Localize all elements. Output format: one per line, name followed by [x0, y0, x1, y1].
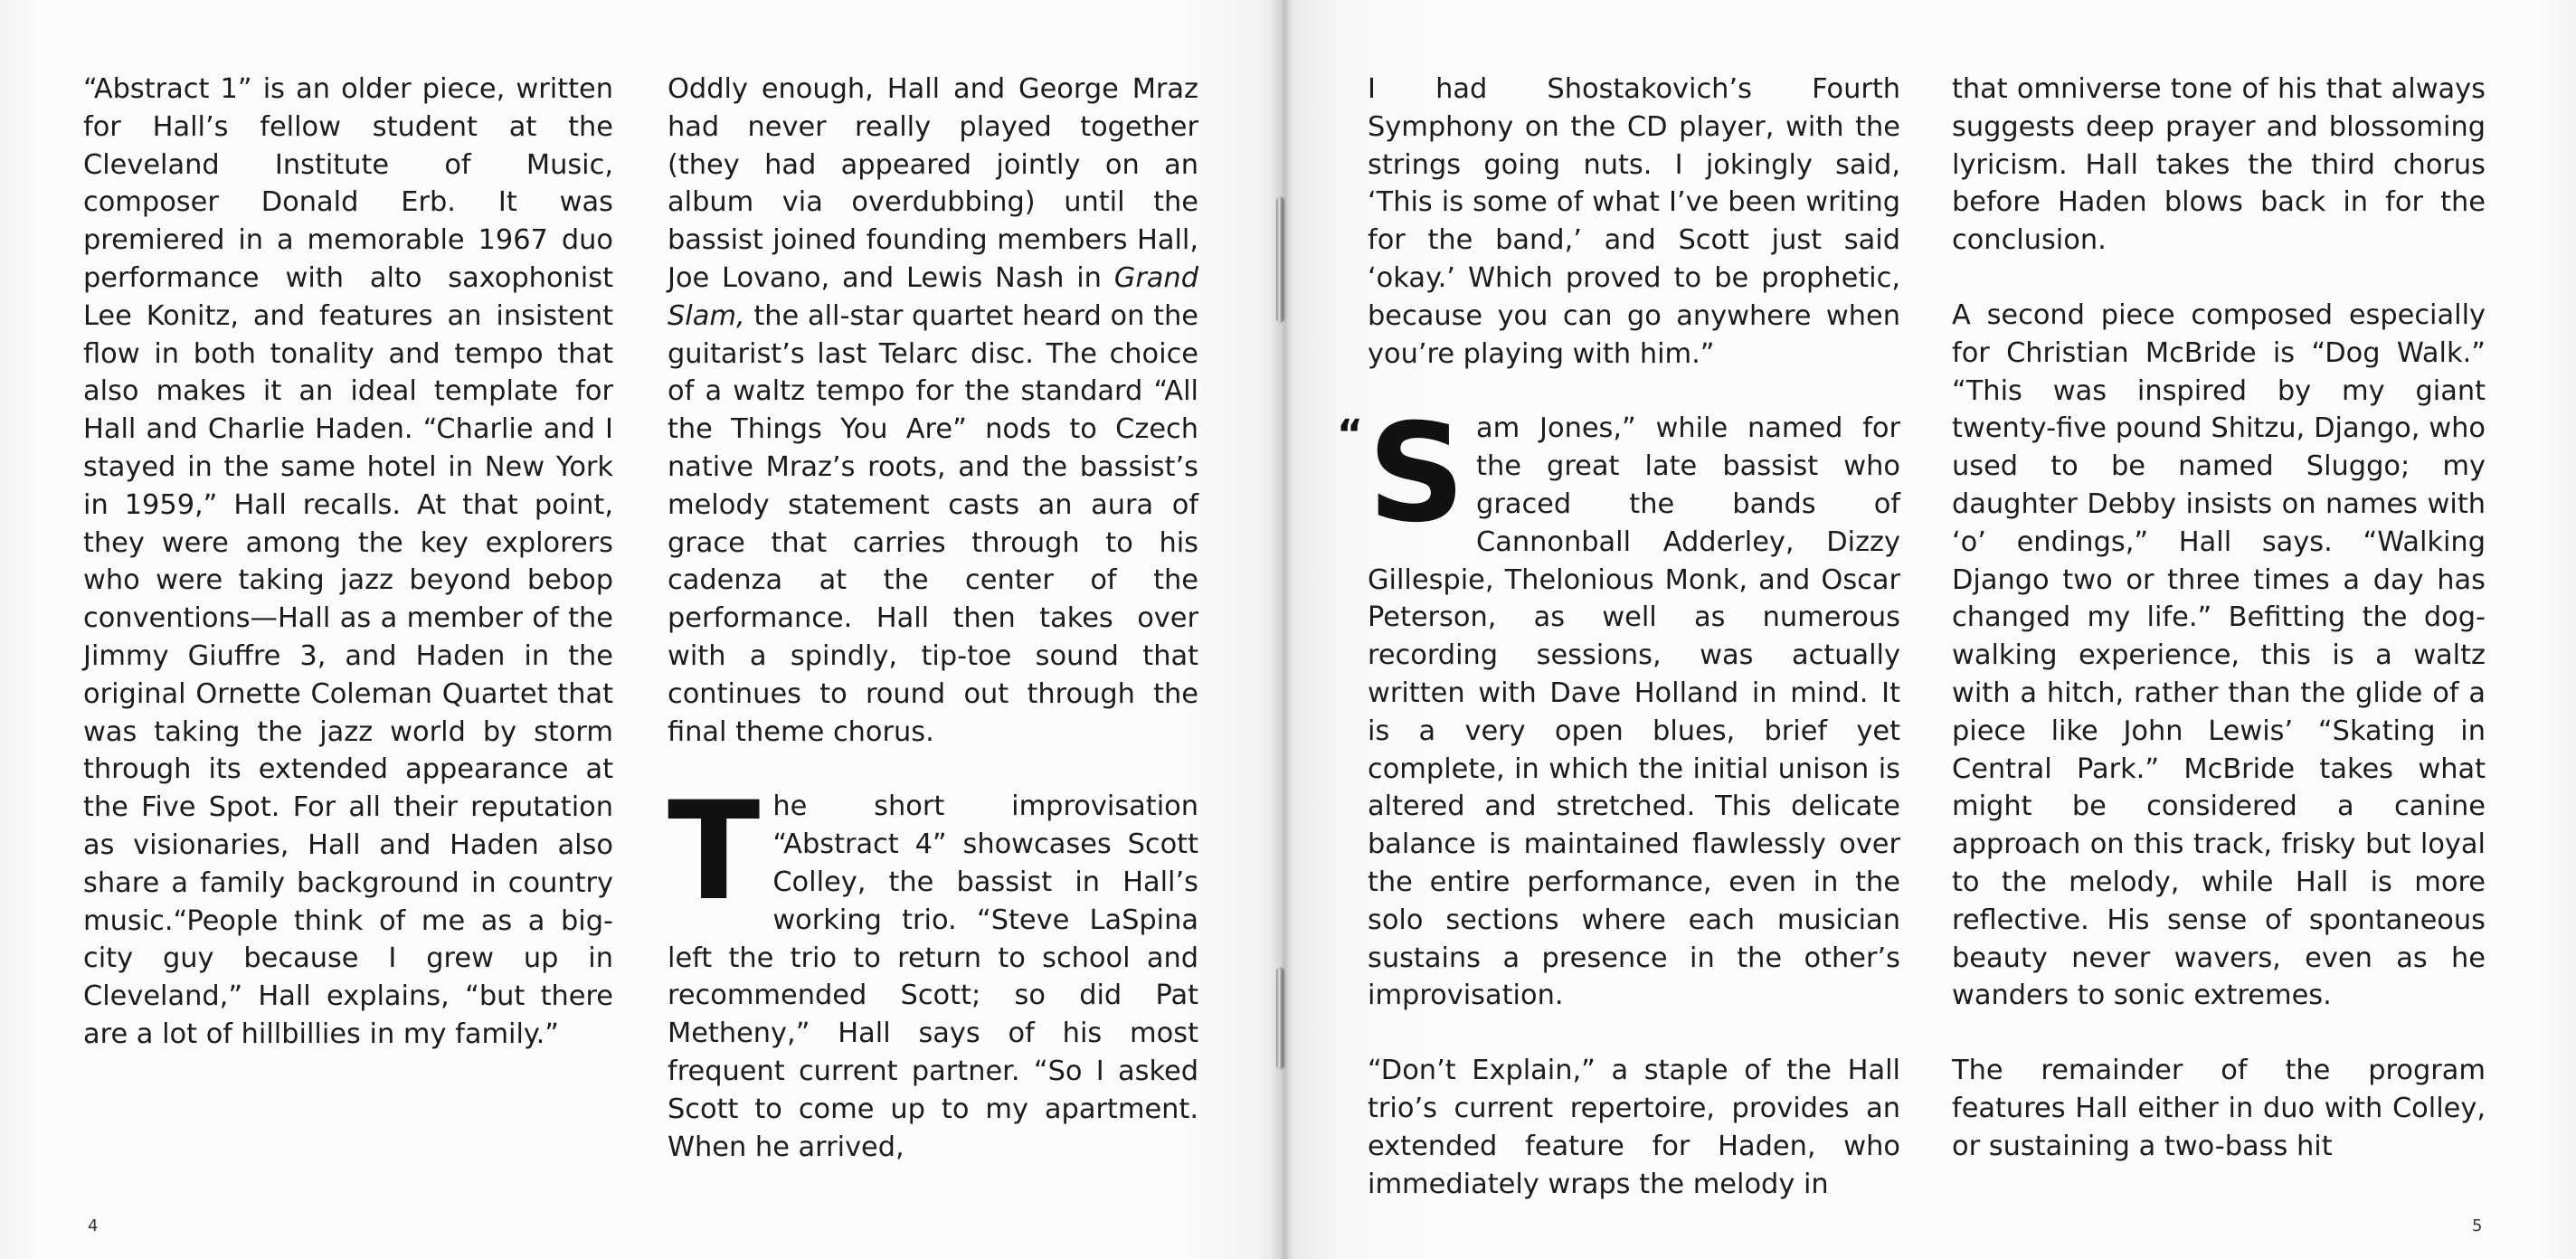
paragraph-shostakovich: I had Shostakovich’s Fourth Symphony on the CD player, with the strings going nuts. I jokingly said, ‘This is some of what I’ve been writing for the band,’ and Scott just said ‘okay.’ Which proved to be prophetic, because you can go anywhere when you’re playing with him.”	[1368, 73, 1900, 370]
drop-cap-quote: “	[1337, 412, 1363, 459]
paragraph-text: Oddly enough, Hall and George Mraz had never really played together (they had appeared jointly on an album via overdubbing) until the bassist joined founding members Hall, Joe Lovano, and Lewis Nash in	[668, 73, 1198, 294]
column-4	[1952, 71, 2486, 1166]
drop-cap-s: S	[1368, 395, 1466, 554]
column-1	[83, 71, 613, 1054]
gutter-fold	[1270, 0, 1293, 1259]
paragraph-sam-jones	[1337, 395, 1900, 1015]
staple-bottom	[1276, 968, 1283, 1069]
paragraph-dog-walk: A second piece composed especially for Christian McBride is “Dog Walk.” “This was inspired by my giant twenty-five pound Shitzu, Django, who used to be named Sluggo; my daughter Debby insists on names with ‘o’ endings,” Hall says. “Walking Django two or three times a day has changed my life.” Befitting the dog-walking experience, this is a waltz with a hitch, rather than the glide of a piece like John Lewis’ “Skating in Central Park.” McBride takes what might be considered a canine approach on this track, frisky but loyal to the melody, while Hall is more reflective. His sense of spontaneous beauty never wavers, even as he wanders to sonic extremes.	[1952, 298, 2486, 1012]
paragraph-abstract-4	[668, 773, 1198, 1166]
left-page	[0, 0, 1284, 1259]
paragraph-omniverse-tone: that omniverse tone of his that always suggests deep prayer and blossoming lyricism. Hall takes the third chorus before Haden blows back in for the conclusion.	[1952, 73, 2486, 257]
paragraph-text: he short improvisation “Abstract 4” showcases Scott Colley, the bassist in Hall’s working trio. “Steve LaSpina left the trio to return to school and recommended Scott; so did Pat Metheny,” Hall says of his most frequent current partner. “So I asked Scott to come up to my apartment. When he arrived,	[668, 790, 1198, 1163]
column-2	[668, 71, 1198, 1166]
column-3	[1337, 71, 1900, 1203]
album-title-italic: Grand Slam,	[668, 261, 1198, 332]
page-number-right: 5	[2472, 1216, 2483, 1235]
paragraph-dont-explain: “Don’t Explain,” a staple of the Hall trio’s current repertoire, provides an extended feature for Haden, who immediately wraps the melody in	[1368, 1055, 1900, 1200]
page-number-left: 4	[88, 1216, 99, 1235]
drop-cap-block	[1337, 395, 1466, 554]
drop-cap-t: T	[668, 773, 761, 932]
paragraph-all-the-things-you-are	[668, 71, 1198, 751]
paragraph-text: the all-star quartet heard on the guitarist’s last Telarc disc. The choice of a waltz tempo for the standard “All the Things You Are” nods to Czech native Mraz’s roots, and the bassist’s melody statement casts an aura of grace that carries through to his cadenza at the center of the performance. Hall then takes over with a spindly, tip-toe sound that continues to round out through the final theme chorus.	[668, 299, 1198, 748]
paragraph-abstract-1: “Abstract 1” is an older piece, written for Hall’s fellow student at the Cleveland Institute of Music, composer Donald Erb. It was premiered in a memorable 1967 duo performance with alto saxophonist Lee Konitz, and features an insistent flow in both tonality and tempo that also makes it an ideal template for Hall and Charlie Haden. “Charlie and I stayed in the same hotel in New York in 1959,” Hall recalls. At that point, they were among the key explorers who were taking jazz beyond bebop conventions—Hall as a member of the Jimmy Giuffre 3, and Haden in the original Ornette Coleman Quartet that was taking the jazz world by storm through its extended appearance at the Five Spot. For all their reputation as visionaries, Hall and Haden also share a family background in country music.“People think of me as a big-city guy because I grew up in Cleveland,” Hall explains, “but there are a lot of hillbillies in my family.”	[83, 73, 613, 1050]
staple-top	[1276, 197, 1283, 322]
paragraph-text: am Jones,” while named for the great late bassist who graced the bands of Cannonball Adderley, Dizzy Gillespie, Thelonious Monk, and Oscar Peterson, as well as numerous recording sessions, was actually written with Dave Holland in mind. It is a very open blues, brief yet complete, in which the initial unison is altered and stretched. This delicate balance is maintained flawlessly over the entire performance, even in the solo sections where each musician sustains a presence in the other’s improvisation.	[1368, 412, 1900, 1012]
paragraph-remainder: The remainder of the program features Hall either in duo with Colley, or sustaining a two-bass hit	[1952, 1055, 2486, 1162]
